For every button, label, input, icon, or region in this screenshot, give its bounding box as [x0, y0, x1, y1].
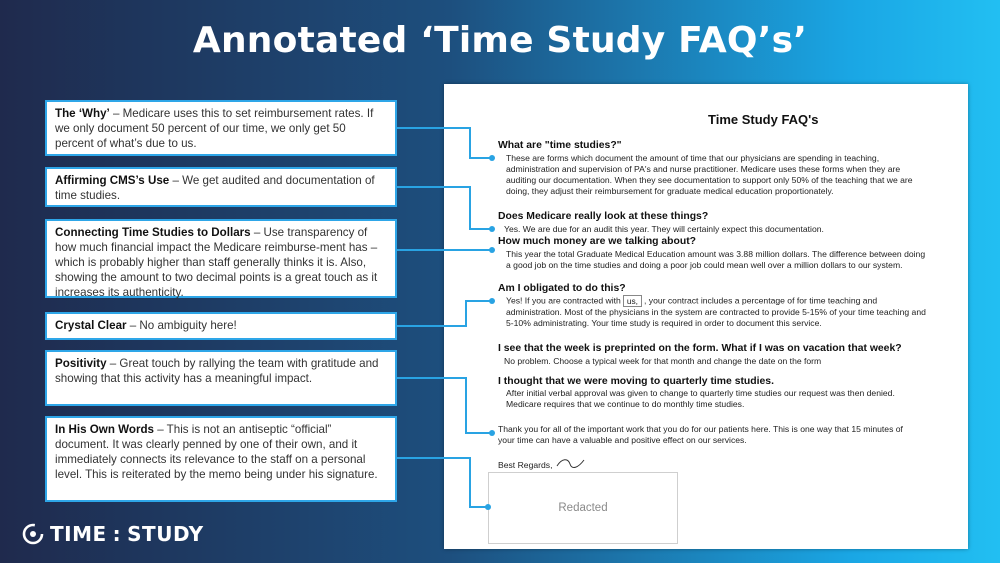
- annotation-text: – Use transparency of how much financial impact the Medicare reimburse-ment has – which is probably higher than staff generally thinks it is. Also, showing the amount to two decimal points is a great touch as it increases its authenticity.: [55, 226, 378, 299]
- annotation-text: – Medicare uses this to set reimbursement rates. If we only document 50 percent of our time, we only get 50 percent of what’s due to us.: [55, 107, 374, 150]
- signoff: Best Regards,: [498, 460, 553, 470]
- faq-question: How much money are we talking about?: [498, 236, 697, 247]
- annotation-label: In His Own Words: [55, 423, 154, 436]
- annotation-label: Crystal Clear: [55, 319, 127, 332]
- annotation-why: [45, 100, 397, 156]
- faq-answer: After initial verbal approval was given to change to quarterly time studies our request was then denied. Medicare requires that we continue to do monthly time studies.: [506, 388, 895, 409]
- annotation-cms: [45, 167, 397, 207]
- logo-separator: :: [112, 522, 122, 546]
- faq-question: Does Medicare really look at these things?: [498, 211, 709, 222]
- annotation-positivity: [45, 350, 397, 406]
- annotation-label: Connecting Time Studies to Dollars: [55, 226, 251, 239]
- redacted-signature: Redacted: [488, 472, 678, 544]
- faq-answer-text: , your contract includes a percentage of for time teaching and administration. Most of the physicians in the system are contracted to provide 5-15% of your time teaching and 5-10% administrating. Your time study is required in order to document this service.: [506, 295, 926, 328]
- annotation-crystal-clear: [45, 312, 397, 340]
- faq-answer: No problem. Choose a typical week for that month and change the date on the form: [504, 356, 822, 366]
- annotation-label: Positivity: [55, 357, 107, 370]
- logo-text-time: TIME: [50, 522, 107, 546]
- inserted-word-box: us,: [623, 295, 642, 307]
- document-title: Time Study FAQ's: [708, 112, 819, 127]
- annotation-text: – No ambiguity here!: [126, 319, 237, 332]
- faq-question: What are "time studies?": [498, 140, 622, 151]
- annotation-label: Affirming CMS’s Use: [55, 174, 170, 187]
- time-study-logo: [22, 522, 204, 546]
- faq-question: I see that the week is preprinted on the form. What if I was on vacation that week?: [498, 343, 902, 354]
- annotation-text: – We get audited and documentation of time studies.: [55, 174, 375, 202]
- annotation-text: – Great touch by rallying the team with gratitude and showing that this activity has a meaningful impact.: [55, 357, 379, 385]
- faq-question: I thought that we were moving to quarterly time studies.: [498, 376, 774, 387]
- clock-logo-icon: [22, 523, 44, 545]
- annotation-own-words: [45, 416, 397, 502]
- faq-answer: These are forms which document the amount of time that our physicians are spending in teaching, administration and supervision of PA's and nurse practitioner. Medicare uses these forms when they are auditing our documentation. When they see documentation to support only 50% of the teaching that we are doing, they adjust their reimbursement for graduate medical education proportionately.: [506, 153, 913, 196]
- faq-answer: Yes. We are due for an audit this year. They will certainly expect this documentation.: [504, 224, 824, 234]
- logo-text-study: STUDY: [127, 522, 204, 546]
- annotation-label: The ‘Why’: [55, 107, 110, 120]
- faq-question: Am I obligated to do this?: [498, 283, 626, 294]
- faq-answer: This year the total Graduate Medical Education amount was 3.88 million dollars. The difference between doing a good job on the time studies and doing a poor job could mean well over a million dollars to our system.: [506, 249, 926, 270]
- faq-answer: [506, 295, 926, 329]
- closing-paragraph: Thank you for all of the important work that you do for our patients here. This is one way that 15 minutes of your time can have a valuable and positive effect on our services.: [498, 424, 903, 445]
- faq-answer-text: Yes! If you are contracted with: [506, 295, 621, 306]
- slide-title: Annotated ‘Time Study FAQ’s’: [192, 20, 808, 61]
- annotation-dollars: [45, 219, 397, 298]
- signature-scribble: [556, 456, 586, 470]
- annotation-text: – This is not an antiseptic “official” document. It was clearly penned by one of their own, and it immediately connects its relevance to the staff on a personal level. This is reiterated by the memo being under his signature.: [55, 423, 378, 481]
